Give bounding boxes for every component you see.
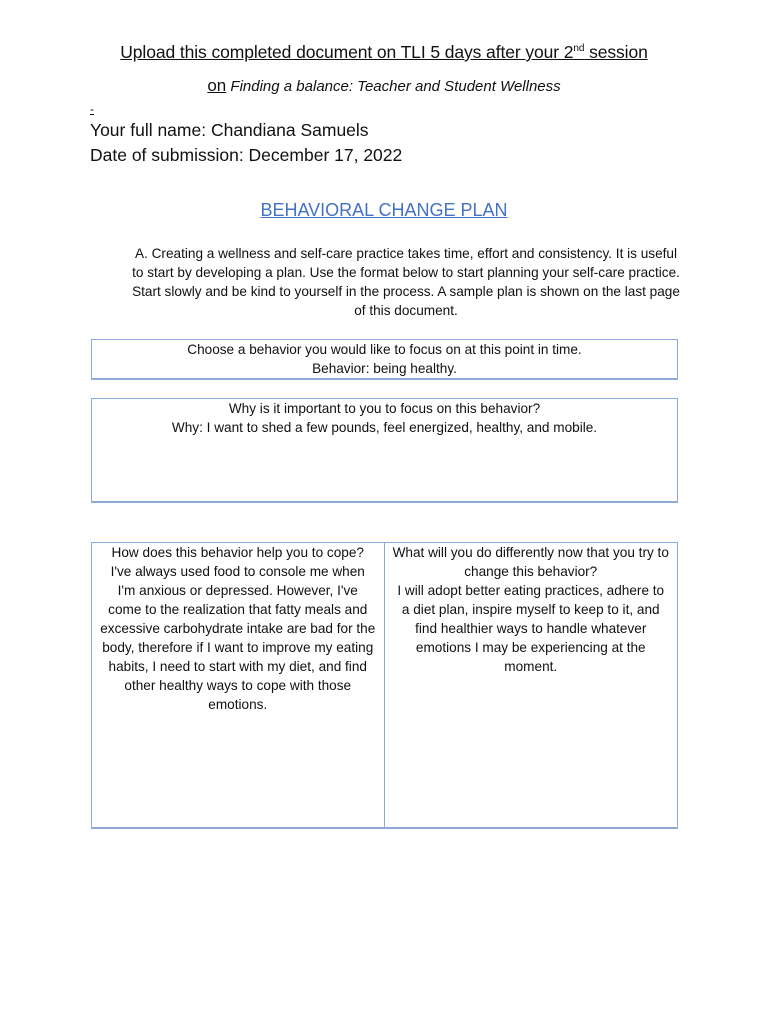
upload-instruction-text: Upload this completed document on TLI 5 days after your 2: [120, 42, 574, 62]
course-title: Finding a balance: Teacher and Student Wellness: [230, 78, 561, 95]
course-on-word: on: [207, 76, 227, 95]
behavior-box: [91, 339, 678, 380]
behavior-answer: Behavior: being healthy.: [312, 361, 457, 376]
upload-instruction: [0, 42, 768, 63]
upload-instruction-end: session: [584, 42, 648, 62]
coping-table: [91, 542, 678, 829]
why-box: [91, 398, 678, 503]
coping-answer: I've always used food to console me when I'm anxious or depressed. However, I've come to the realization that fatty meals and excessive carbohydrate intake are bad for the body, therefore if I want to improve my eating habits, I need to start with my diet, and find other healthy ways to cope with those emotions.: [100, 564, 376, 712]
change-answer: I will adopt better eating practices, adhere to a diet plan, inspire myself to keep to it, and find healthier ways to handle whatever emotions I may be experiencing at the moment.: [397, 583, 665, 674]
full-name-line: Your full name: Chandiana Samuels: [90, 120, 369, 140]
ordinal-suffix: nd: [573, 43, 585, 54]
plan-title: BEHAVIORAL CHANGE PLAN: [260, 200, 508, 220]
change-cell: [385, 543, 678, 827]
submission-date-line: Date of submission: December 17, 2022: [90, 145, 403, 165]
course-line: [0, 76, 768, 96]
why-answer: Why: I want to shed a few pounds, feel energized, healthy, and mobile.: [171, 420, 598, 435]
coping-prompt: How does this behavior help you to cope?: [111, 545, 364, 560]
coping-cell: [92, 543, 385, 827]
behavior-prompt: Choose a behavior you would like to focus on at this point in time.: [187, 342, 582, 357]
why-prompt: Why is it important to you to focus on this behavior?: [228, 401, 541, 416]
plan-intro: A. Creating a wellness and self-care practice takes time, effort and consistency. It is useful to start by developing a plan. Use the format below to start planning your self-care practice. Start slowly and be kind to yourself in the process. A sample plan is shown on the last page of this document.: [132, 246, 680, 318]
change-prompt: What will you do differently now that you try to change this behavior?: [392, 545, 669, 579]
stray-mark: -: [90, 102, 94, 116]
